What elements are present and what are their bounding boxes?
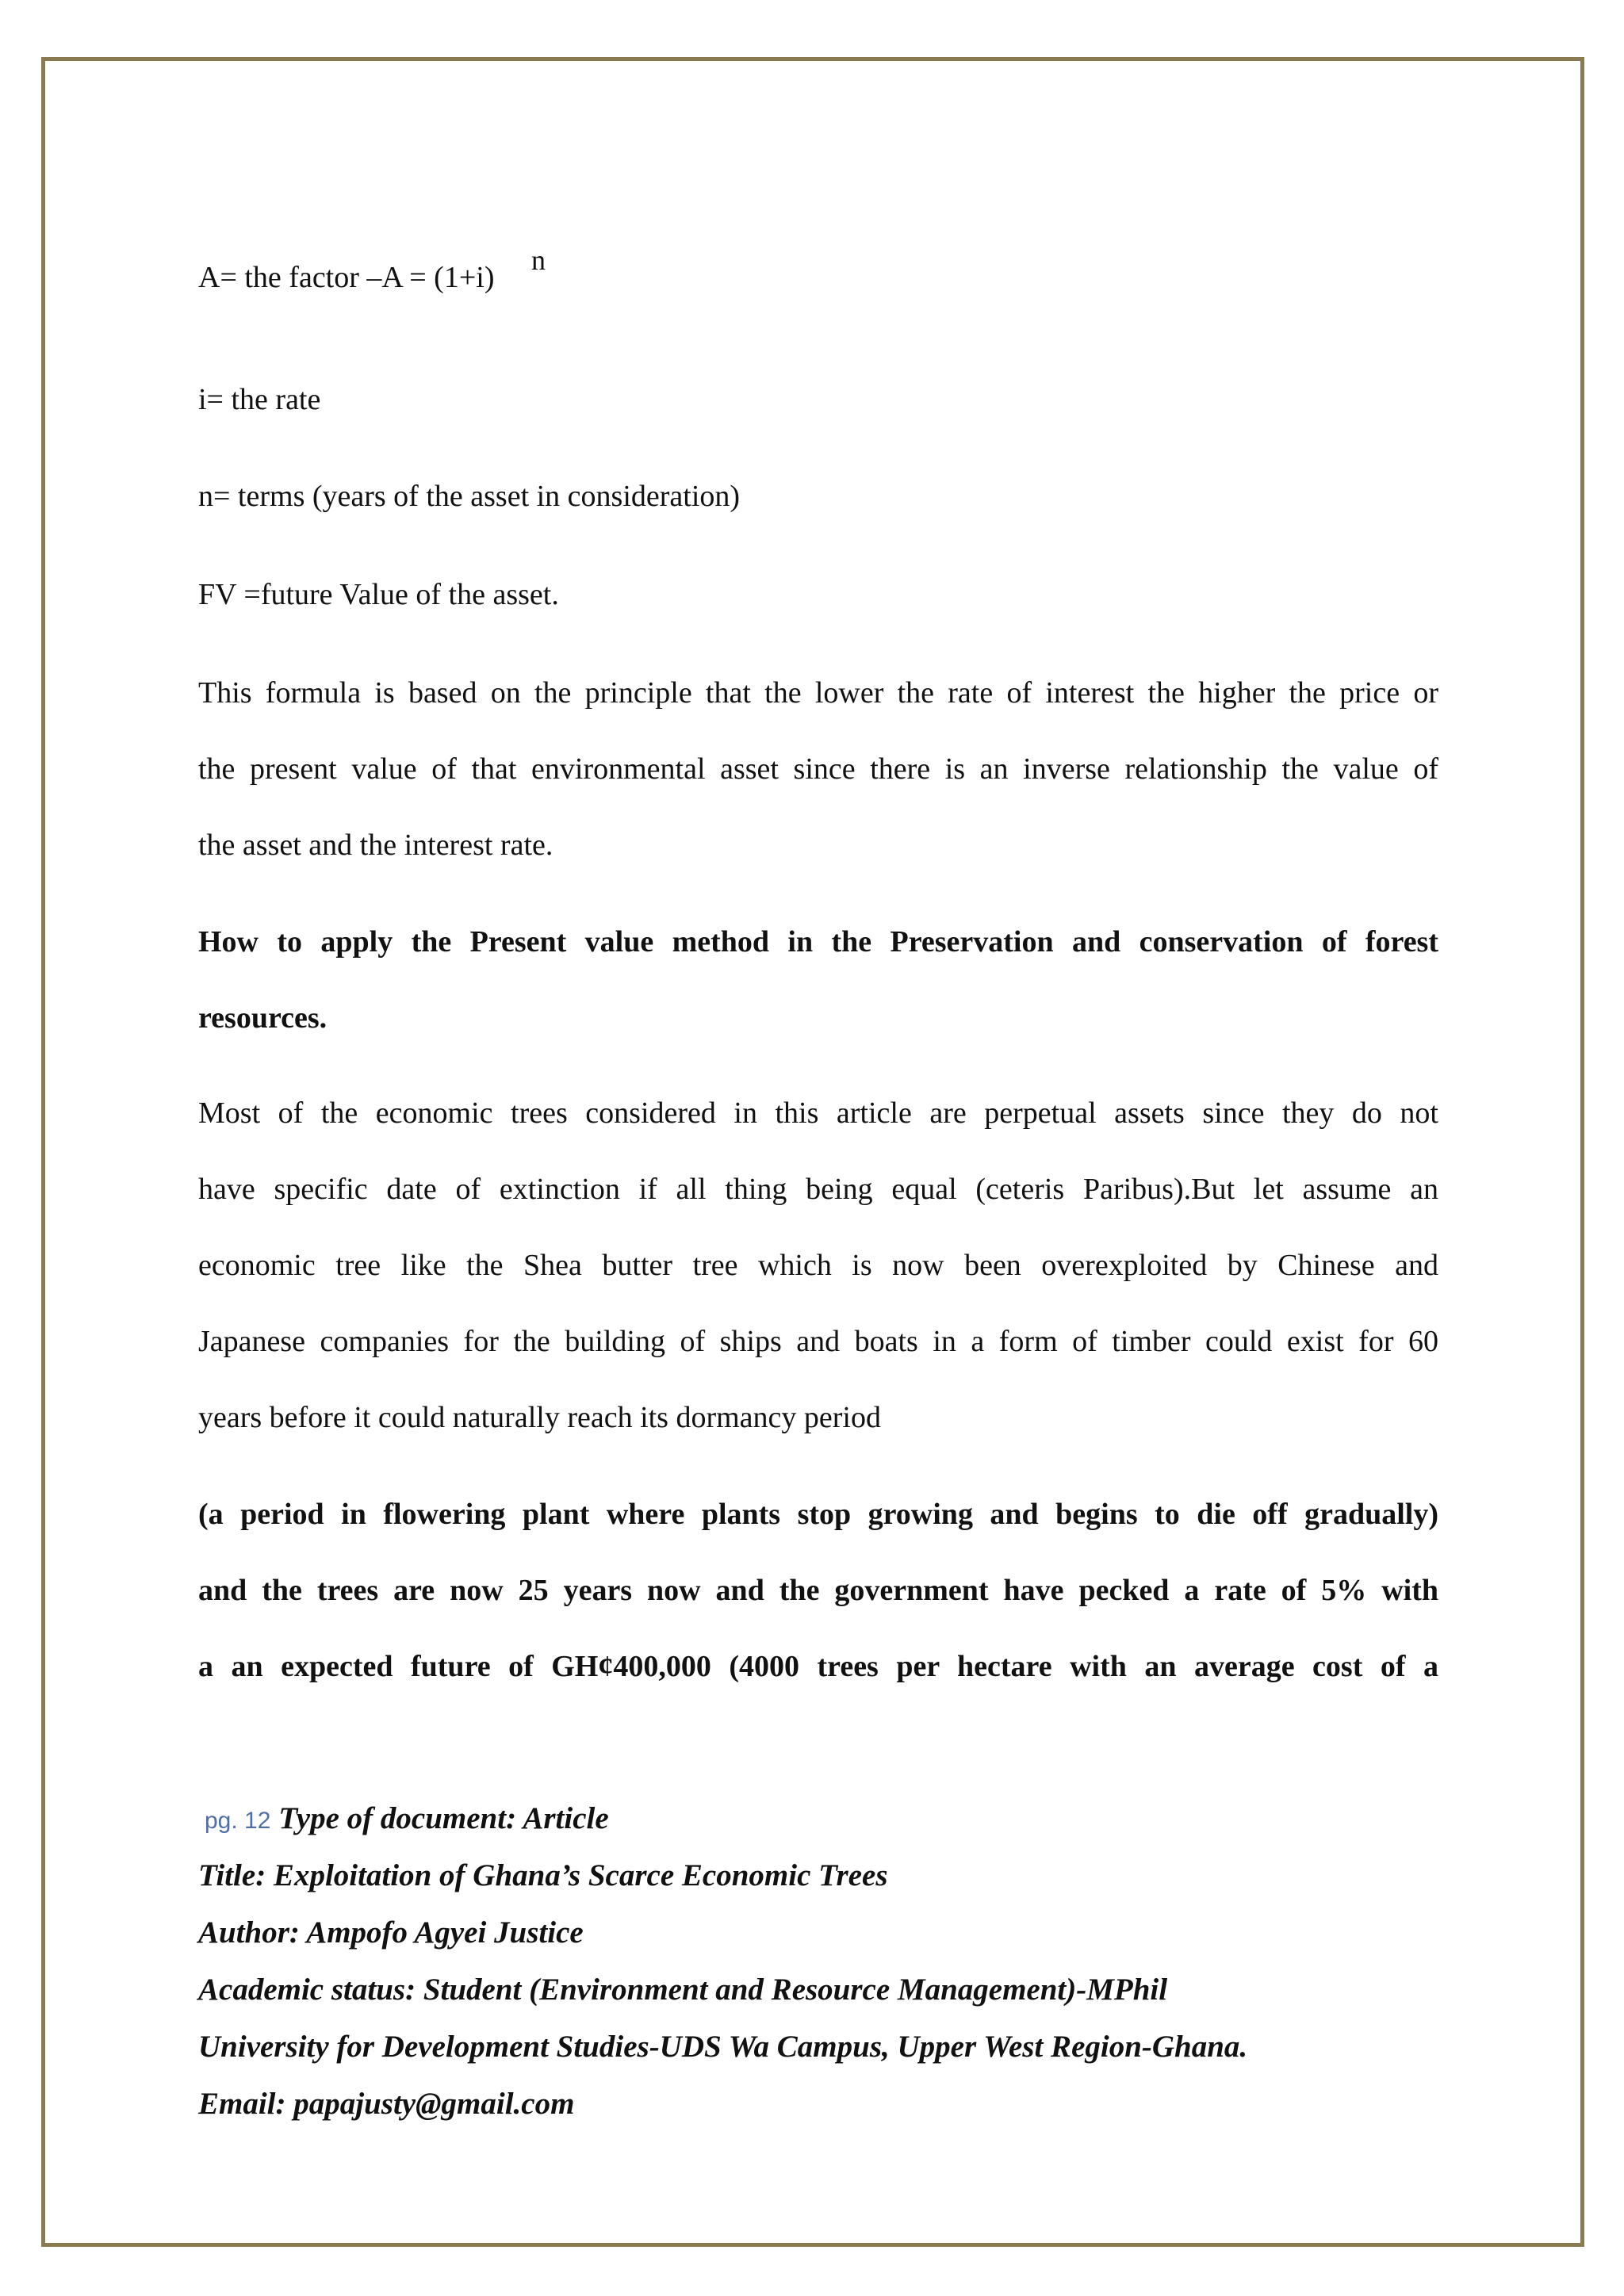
footer-title: Title: Exploitation of Ghana’s Scarce Economic Trees [198, 1858, 888, 1892]
paragraph1-line: This formula is based on the principle that the lower the rate of interest the higher the price or [198, 676, 1438, 710]
paragraph3-line: a an expected future of GH¢400,000 (4000 trees per hectare with an average cost of a [198, 1650, 1438, 1683]
paragraph2-line: have specific date of extinction if all thing being equal (ceteris Paribus).But let assume an [198, 1173, 1438, 1206]
definition-fv: FV =future Value of the asset. [198, 578, 559, 611]
paragraph1-line: the asset and the interest rate. [198, 828, 553, 862]
paragraph3-line: and the trees are now 25 years now and the government have pecked a rate of 5% with [198, 1574, 1438, 1607]
paragraph2-line: economic tree like the Shea butter tree which is now been overexploited by Chinese and [198, 1249, 1438, 1282]
footer-university: University for Development Studies-UDS Wa Campus, Upper West Region-Ghana. [198, 2030, 1248, 2064]
paragraph2-line: years before it could naturally reach its dormancy period [198, 1401, 881, 1434]
footer-academic-status: Academic status: Student (Environment and Resource Management)-MPhil [198, 1973, 1168, 2007]
definition-a [198, 258, 494, 297]
paragraph1-line: the present value of that environmental asset since there is an inverse relationship the value of [198, 752, 1438, 786]
footer-doc-type [198, 1800, 609, 1840]
definition-a-exponent: n [531, 244, 546, 276]
footer-doc-type-text: Type of document: Article [278, 1801, 609, 1835]
footer-author: Author: Ampofo Agyei Justice [198, 1915, 584, 1950]
definition-n: n= terms (years of the asset in consideration) [198, 480, 741, 513]
section-heading-line: resources. [198, 1001, 327, 1035]
footer-email: Email: papajusty@gmail.com [198, 2087, 575, 2121]
section-heading-line: How to apply the Present value method in the Preservation and conservation of forest [198, 925, 1438, 959]
page-number: pg. 12 [205, 1808, 271, 1834]
paragraph2-line: Japanese companies for the building of ships and boats in a form of timber could exist for 60 [198, 1325, 1438, 1358]
paragraph3-line: (a period in flowering plant where plants stop growing and begins to die off gradually) [198, 1498, 1438, 1531]
definition-a-text: A= the factor –A = (1+i) [198, 261, 495, 294]
definition-i: i= the rate [198, 383, 321, 416]
paragraph2-line: Most of the economic trees considered in this article are perpetual assets since they do not [198, 1096, 1438, 1130]
